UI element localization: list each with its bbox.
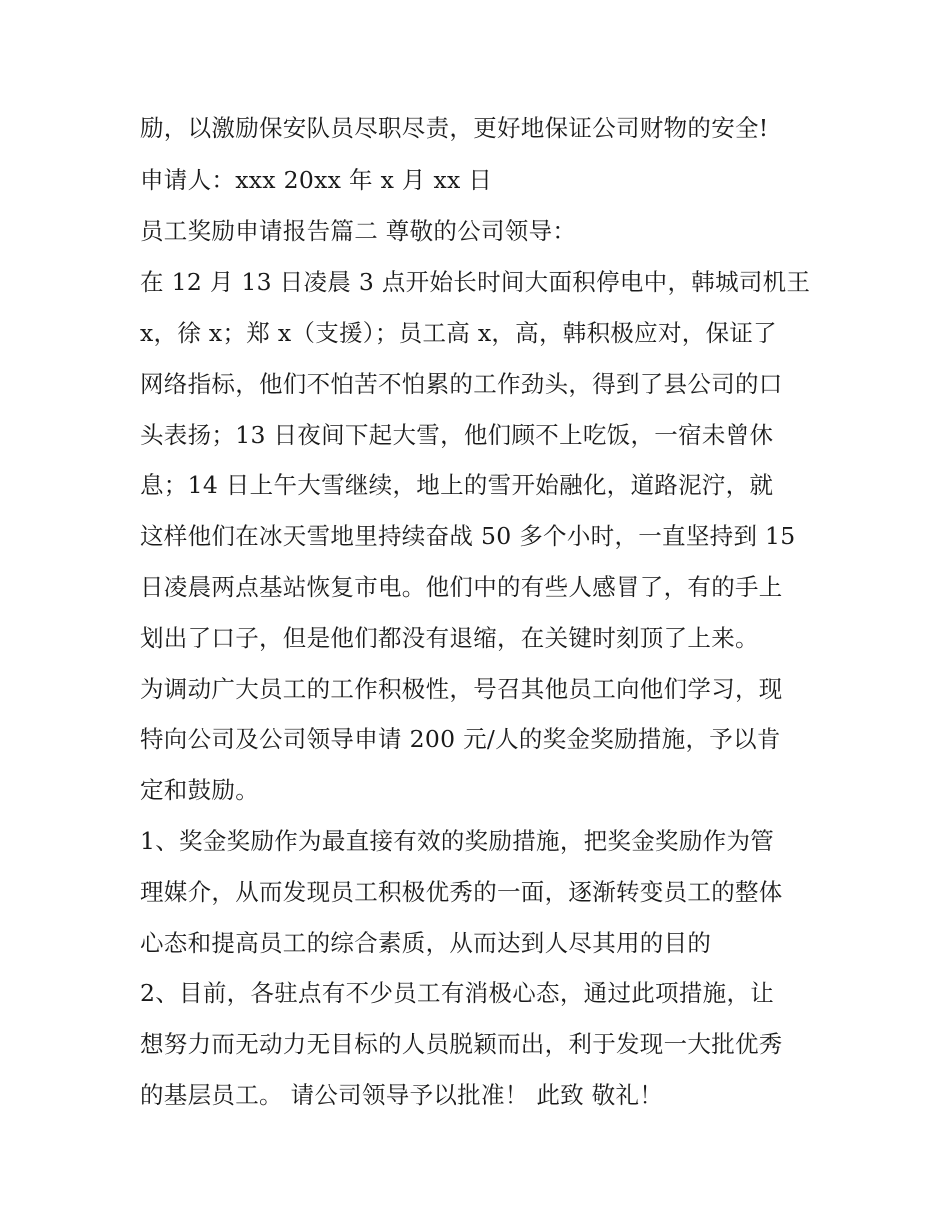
text-line: 在 12 月 13 日凌晨 3 点开始长时间大面积停电中，韩城司机王 (140, 268, 811, 296)
text-line: 为调动广大员工的工作积极性，号召其他员工向他们学习，现 (140, 675, 783, 703)
text-line: 理媒介，从而发现员工积极优秀的一面，逐渐转变员工的整体 (140, 878, 783, 906)
text-line: 特向公司及公司领导申请 200 元/人的奖金奖励措施，予以肯 (140, 725, 781, 753)
text-line: 励，以激励保安队员尽职尽责，更好地保证公司财物的安全! (140, 114, 769, 142)
text-line: 息；14 日上午大雪继续，地上的雪开始融化，道路泥泞，就 (140, 471, 774, 499)
text-line: 想努力而无动力无目标的人员脱颖而出，利于发现一大批优秀 (140, 1030, 783, 1058)
text-line: 心态和提高员工的综合素质，从而达到人尽其用的目的 (140, 929, 712, 957)
text-line: 定和鼓励。 (140, 776, 259, 804)
text-line: 网络指标，他们不怕苦不怕累的工作劲头，得到了县公司的口 (140, 370, 783, 398)
applicant-signature-line: 申请人：xxx 20xx 年 x 月 xx 日 (140, 166, 493, 194)
list-item-line: 2、目前，各驻点有不少员工有消极心态，通过此项措施，让 (140, 979, 775, 1007)
text-line: 头表扬；13 日夜间下起大雪，他们顾不上吃饭，一宿未曾休 (140, 421, 774, 449)
text-line: 划出了口子，但是他们都没有退缩，在关键时刻顶了上来。 (140, 624, 759, 652)
text-line: x，徐 x；郑 x（支援）；员工高 x，高，韩积极应对，保证了 (140, 319, 777, 347)
text-line: 日凌晨两点基站恢复市电。他们中的有些人感冒了，有的手上 (140, 573, 783, 601)
section-heading-line: 员工奖励申请报告篇二 尊敬的公司领导： (140, 217, 577, 245)
closing-line: 的基层员工。 请公司领导予以批准！ 此致 敬礼！ (140, 1081, 664, 1109)
list-item-line: 1、奖金奖励作为最直接有效的奖励措施，把奖金奖励作为管 (140, 827, 775, 855)
text-line: 这样他们在冰天雪地里持续奋战 50 多个小时，一直坚持到 15 (140, 522, 796, 550)
